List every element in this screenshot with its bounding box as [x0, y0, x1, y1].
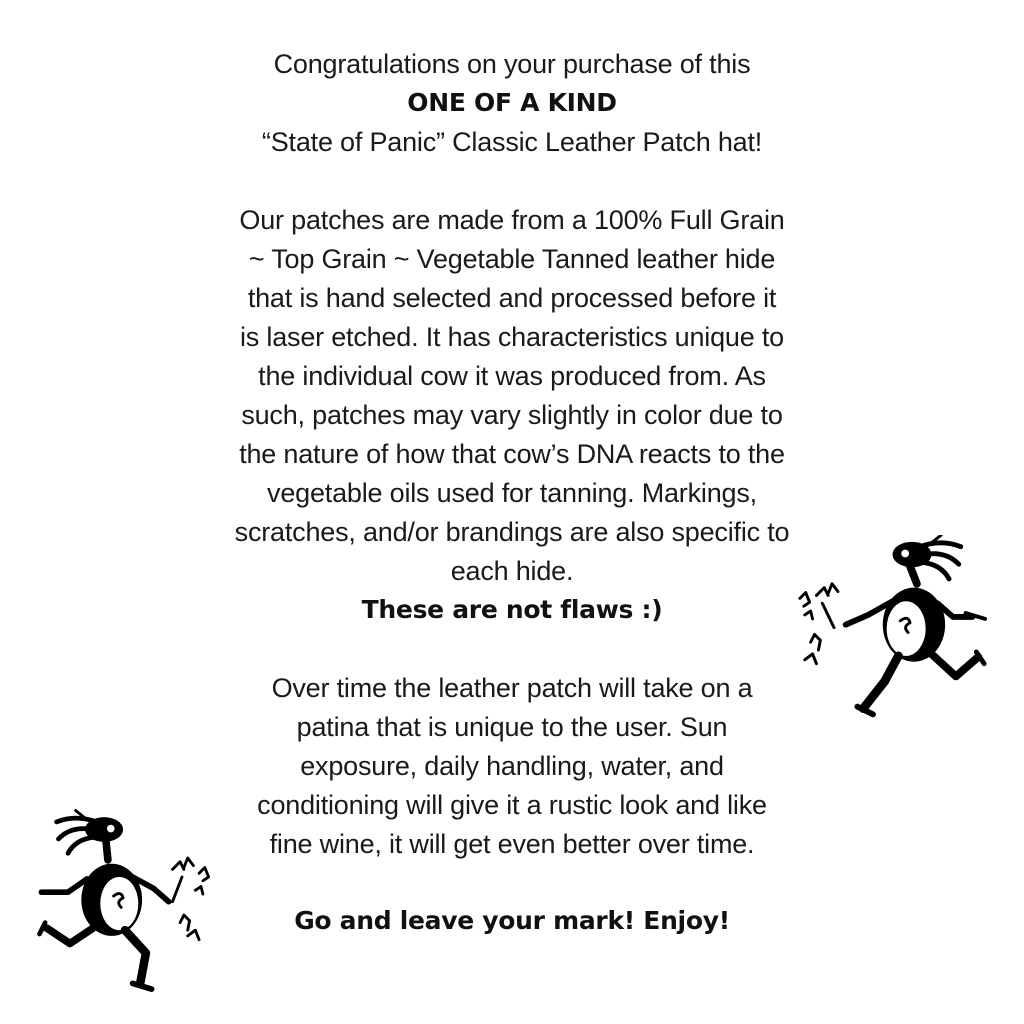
intro-product-name: “State of Panic” Classic Leather Patch hat!: [261, 127, 763, 157]
description-line-1: Our patches are made from a 100% Full Grain: [239, 205, 785, 235]
description-line-4: is laser etched. It has characteristics unique to: [240, 322, 784, 352]
patina-line-1: Over time the leather patch will take on a: [271, 673, 753, 703]
description-line-9: scratches, and/or brandings are also specific to: [234, 517, 790, 547]
description-line-7: the nature of how that cow’s DNA reacts to the: [239, 439, 785, 469]
closing-line: Go and leave your mark! Enjoy!: [294, 906, 730, 935]
patina-line-3: exposure, daily handling, water, and: [300, 751, 724, 781]
description-line-10: each hide.: [450, 556, 574, 586]
intro-line-1: Congratulations on your purchase of this: [273, 49, 751, 79]
intro-headline: ONE OF A KIND: [407, 88, 617, 117]
description-line-5: the individual cow it was produced from. As: [258, 361, 766, 391]
dancing-kokopelli-figure-icon: [30, 808, 220, 1003]
dancing-kokopelli-figure-icon: [795, 535, 990, 730]
patina-line-5: fine wine, it will get even better over time.: [269, 829, 755, 859]
patina-line-4: conditioning will give it a rustic look and like: [257, 790, 767, 820]
patina-line-2: patina that is unique to the user. Sun: [296, 712, 728, 742]
not-flaws-note: These are not flaws :): [361, 595, 663, 624]
description-line-8: vegetable oils used for tanning. Markings,: [267, 478, 757, 508]
description-line-6: such, patches may vary slightly in color due to: [241, 400, 783, 430]
description-line-3: that is hand selected and processed before it: [247, 283, 777, 313]
description-line-2: ~ Top Grain ~ Vegetable Tanned leather hide: [248, 244, 776, 274]
